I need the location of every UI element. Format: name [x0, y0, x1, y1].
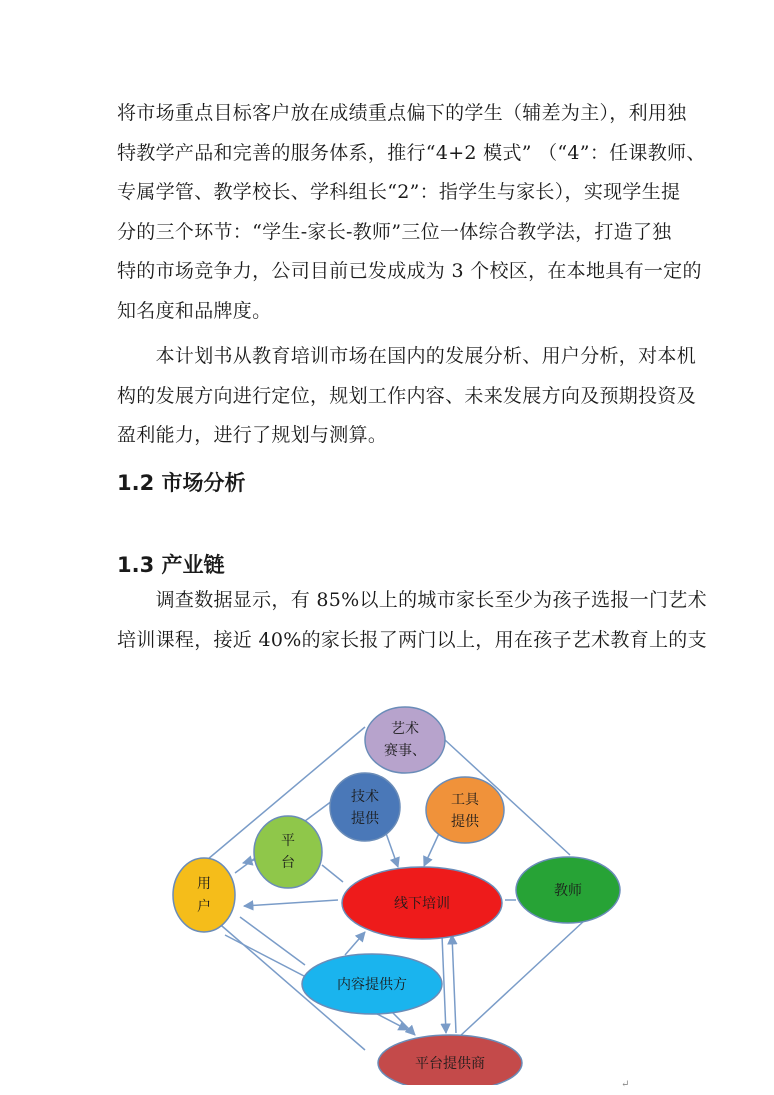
- node-label-user: 用: [197, 876, 211, 892]
- plan-line: 构的发展方向进行定位，规划工作内容、未来发展方向及预期投资及: [117, 384, 697, 407]
- paragraph-mark-icon: ↵: [621, 1079, 630, 1090]
- survey-paragraph: [117, 581, 707, 660]
- node-label-tech: 技术: [351, 789, 379, 805]
- intro-line: 知名度和品牌度。: [117, 299, 272, 322]
- section-heading-industry-chain: 1.3 产业链: [117, 553, 225, 577]
- node-label-content: 内容提供方: [337, 977, 407, 993]
- intro-line: 将市场重点目标客户放在成绩重点偏下的学生（辅差为主），利用独: [117, 102, 687, 124]
- node-label-tools: 工具: [451, 792, 479, 808]
- intro-line: 分的三个环节：“学生-家长-教师”三位一体综合教学法，打造了独: [117, 220, 672, 243]
- plan-line: 盈利能力，进行了规划与测算。: [117, 424, 388, 446]
- node-label-teacher: 教师: [554, 883, 582, 899]
- edge-content-offline: [345, 932, 365, 955]
- edge-offline-user: [244, 900, 338, 906]
- survey-line: 培训课程，接近 40%的家长报了两门以上，用在孩子艺术教育上的支: [117, 628, 707, 651]
- node-label-platform: 平: [281, 833, 295, 849]
- edge-provider-offline-up: [452, 935, 456, 1033]
- node-art-events: [365, 707, 445, 773]
- node-label-art: 艺术: [391, 721, 419, 737]
- node-platform: [254, 816, 322, 888]
- edge-platform-offline: [322, 865, 343, 882]
- industry-chain-diagram: [160, 695, 630, 1085]
- node-label-offline: 线下培训: [394, 896, 450, 912]
- node-label-provider: 平台提供商: [415, 1056, 485, 1072]
- node-label-platform: 台: [281, 855, 295, 871]
- node-tool-provision: [426, 777, 504, 843]
- node-label-art: 赛事、: [384, 743, 426, 759]
- node-tech-provision: [330, 773, 400, 841]
- node-label-tech: 提供: [351, 811, 379, 827]
- intro-line: 特教学产品和完善的服务体系，推行“4+2 模式” （“4”：任课教师、: [117, 141, 706, 164]
- section-heading-market-analysis: 1.2 市场分析: [117, 471, 246, 495]
- intro-line: 专属学管、教学校长、学科组长“2”：指学生与家长），实现学生提: [117, 181, 681, 203]
- edge-teacher-provider: [445, 920, 585, 1050]
- plan-line: 本计划书从教育培训市场在国内的发展分析、用户分析，对本机: [117, 345, 697, 367]
- intro-paragraph: [117, 94, 706, 331]
- node-label-tools: 提供: [451, 814, 479, 830]
- node-label-user: 户: [197, 899, 211, 915]
- survey-line: 调查数据显示，有 85%以上的城市家长至少为孩子选报一门艺术: [117, 589, 707, 611]
- node-user: [173, 858, 235, 932]
- edge-user-content: [240, 917, 305, 965]
- intro-line: 特的市场竞争力，公司目前已发成成为 3 个校区，在本地具有一定的: [117, 260, 702, 282]
- plan-paragraph: [117, 337, 697, 456]
